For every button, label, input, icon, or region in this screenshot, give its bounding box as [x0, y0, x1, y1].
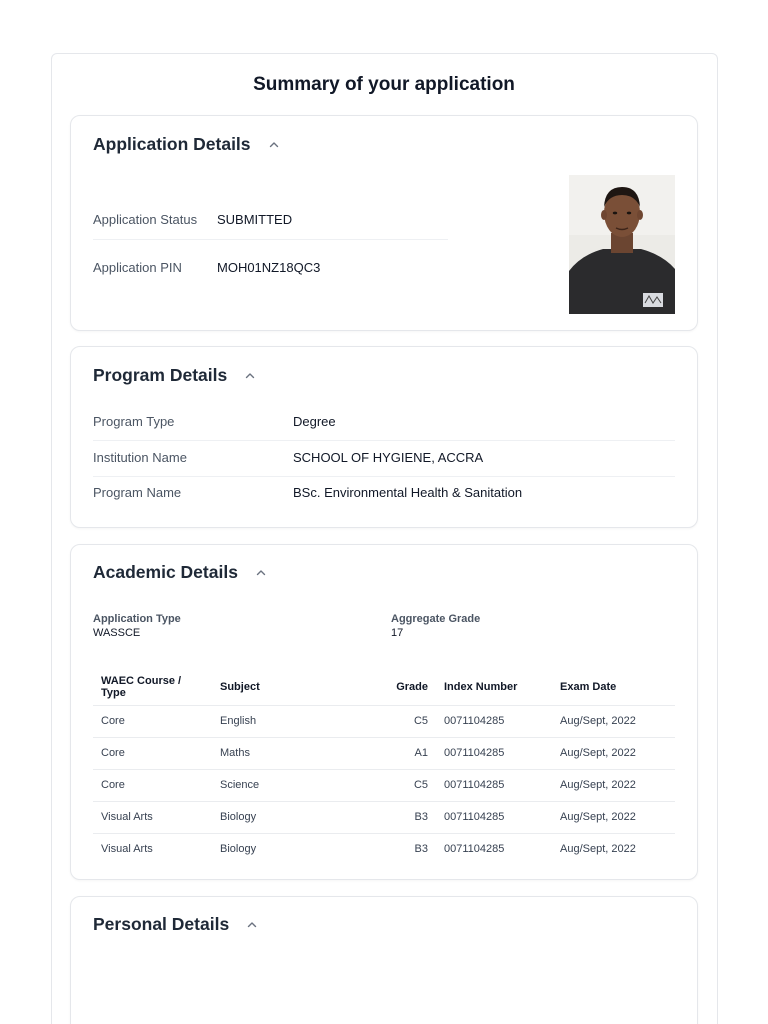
application-pin-row: [93, 260, 320, 275]
cell-grade: A1: [352, 737, 436, 769]
column-header-subject: Subject: [220, 680, 260, 693]
column-header-course: WAEC Course / Type: [101, 674, 182, 699]
program-type-value: Degree: [293, 414, 336, 429]
table-row: [93, 737, 675, 769]
cell-grade: B3: [352, 801, 436, 833]
academic-details-card: [70, 544, 698, 880]
application-status-label: Application Status: [93, 212, 198, 227]
cell-course: Core: [93, 737, 212, 769]
cell-index-number: 0071104285: [436, 801, 552, 833]
program-name-label: Program Name: [93, 485, 182, 500]
program-details-card: [70, 346, 698, 528]
institution-name-row: [93, 440, 675, 475]
table-row: [93, 801, 675, 833]
application-status-value: SUBMITTED: [217, 212, 293, 227]
results-table: [93, 669, 675, 865]
application-type-label: Application Type: [93, 613, 181, 625]
chevron-up-icon[interactable]: [245, 918, 259, 932]
personal-details-title: Personal Details: [93, 914, 230, 934]
application-type-field: [93, 612, 181, 640]
application-details-header[interactable]: [93, 134, 281, 155]
aggregate-grade-label: Aggregate Grade: [391, 613, 481, 625]
academic-details-header[interactable]: [93, 562, 268, 583]
application-type-value: WASSCE: [93, 627, 141, 639]
cell-subject: Maths: [212, 737, 352, 769]
cell-index-number: 0071104285: [436, 769, 552, 801]
cell-subject: English: [212, 705, 352, 737]
program-details-header[interactable]: [93, 365, 257, 386]
institution-name-label: Institution Name: [93, 450, 187, 465]
program-type-label: Program Type: [93, 414, 175, 429]
column-header-exam-date: Exam Date: [560, 680, 617, 693]
program-type-row: [93, 404, 675, 439]
aggregate-grade-field: [391, 612, 480, 640]
cell-exam-date: Aug/Sept, 2022: [552, 769, 675, 801]
cell-index-number: 0071104285: [436, 705, 552, 737]
chevron-up-icon[interactable]: [267, 138, 281, 152]
application-pin-label: Application PIN: [93, 260, 182, 275]
cell-subject: Science: [212, 769, 352, 801]
application-status-row: [93, 212, 292, 227]
program-details-title: Program Details: [93, 365, 228, 385]
cell-course: Core: [93, 769, 212, 801]
aggregate-grade-value: 17: [391, 627, 404, 639]
cell-grade: B3: [352, 833, 436, 865]
cell-exam-date: Aug/Sept, 2022: [552, 801, 675, 833]
program-name-value: BSc. Environmental Health & Sanitation: [293, 485, 523, 500]
cell-exam-date: Aug/Sept, 2022: [552, 737, 675, 769]
chevron-up-icon[interactable]: [243, 369, 257, 383]
column-header-grade: Grade: [396, 680, 428, 693]
application-details-card: [70, 115, 698, 331]
personal-details-header[interactable]: [93, 914, 259, 935]
cell-subject: Biology: [212, 833, 352, 865]
table-row: [93, 705, 675, 737]
application-pin-value: MOH01NZ18QC3: [217, 260, 321, 275]
cell-index-number: 0071104285: [436, 737, 552, 769]
cell-index-number: 0071104285: [436, 833, 552, 865]
application-details-title: Application Details: [93, 134, 251, 154]
cell-course: Visual Arts: [93, 801, 212, 833]
page-title: Summary of your application: [253, 74, 515, 95]
cell-grade: C5: [352, 769, 436, 801]
cell-exam-date: Aug/Sept, 2022: [552, 833, 675, 865]
personal-details-card: [70, 896, 698, 1024]
table-row: [93, 833, 675, 865]
institution-name-value: SCHOOL OF HYGIENE, ACCRA: [293, 450, 484, 465]
academic-details-title: Academic Details: [93, 562, 238, 582]
divider: [93, 239, 448, 240]
program-name-row: [93, 475, 675, 510]
chevron-up-icon[interactable]: [254, 566, 268, 580]
applicant-photo: [569, 175, 675, 314]
column-header-index-number: Index Number: [444, 680, 518, 693]
cell-course: Core: [93, 705, 212, 737]
cell-course: Visual Arts: [93, 833, 212, 865]
cell-grade: C5: [352, 705, 436, 737]
table-row: [93, 769, 675, 801]
cell-subject: Biology: [212, 801, 352, 833]
cell-exam-date: Aug/Sept, 2022: [552, 705, 675, 737]
table-header-row: [93, 669, 675, 705]
